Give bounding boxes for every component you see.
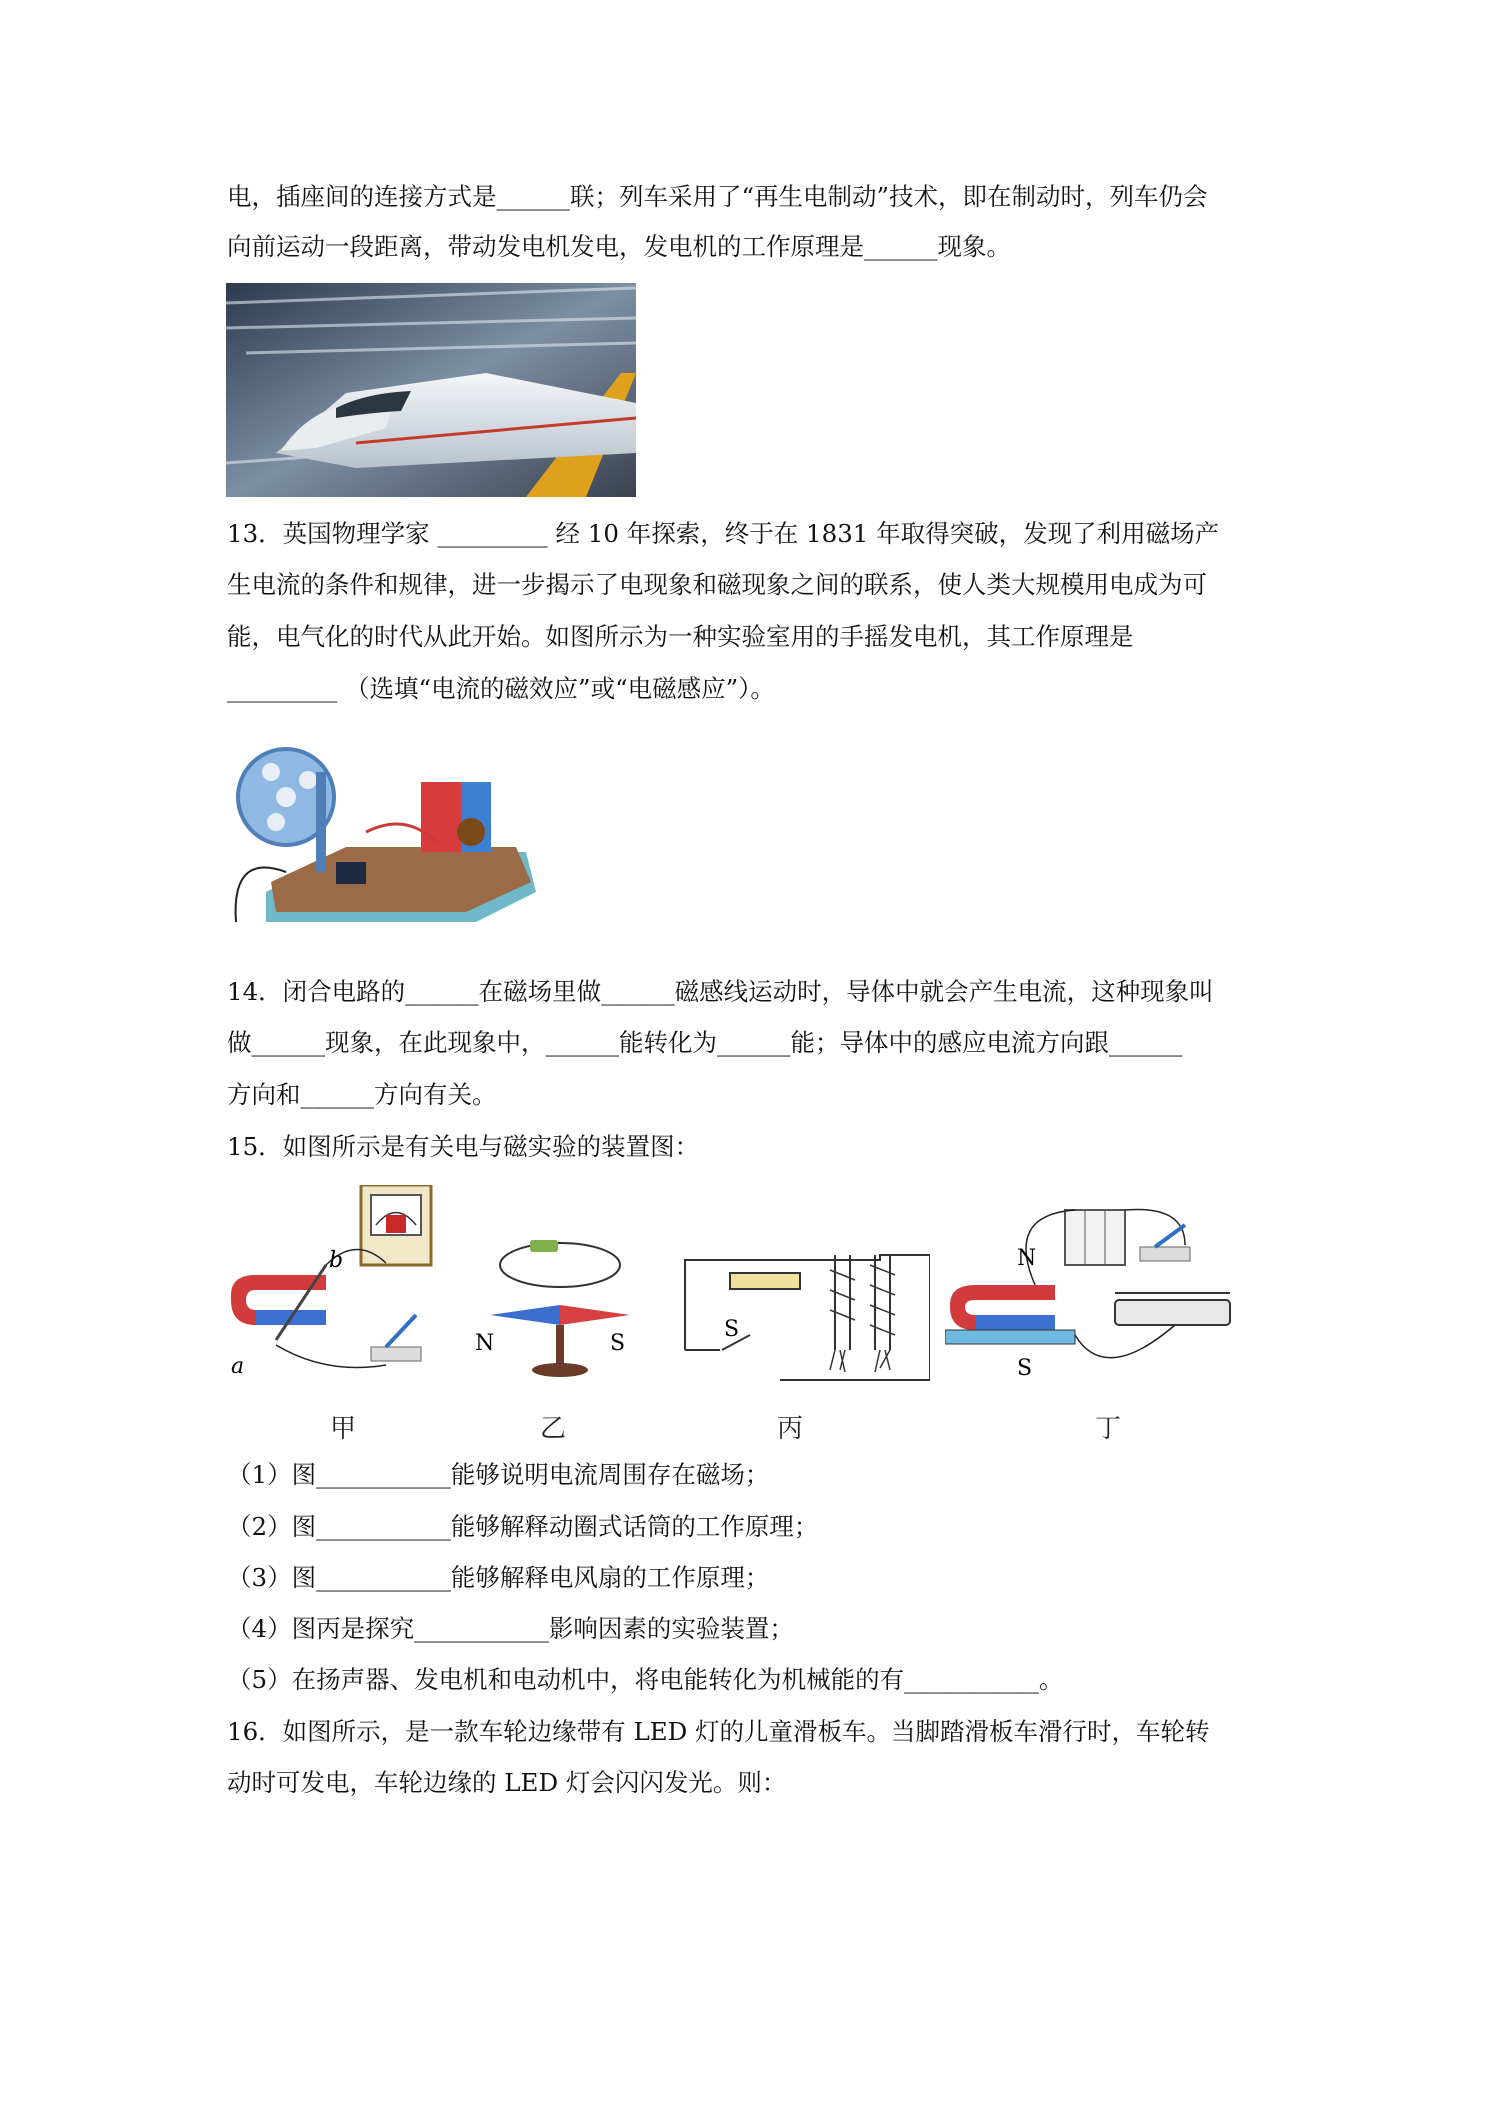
label-b: b bbox=[329, 1248, 344, 1273]
q14-line-3: 方向和______方向有关。 bbox=[227, 1080, 497, 1109]
label-N-yi: N bbox=[475, 1331, 495, 1356]
label-S-yi: S bbox=[610, 1331, 626, 1356]
label-N-ding: N bbox=[1017, 1246, 1037, 1271]
q15-sub-5: （5）在扬声器、发电机和电动机中，将电能转化为机械能的有___________。 bbox=[227, 1665, 1064, 1694]
figure-ding-motor-experiment bbox=[945, 1185, 1235, 1395]
q12-line-1: 电，插座间的连接方式是______联；列车采用了“再生电制动”技术，即在制动时，列车仍会 bbox=[227, 182, 1208, 211]
q15-intro: 15．如图所示是有关电与磁实验的装置图： bbox=[227, 1132, 700, 1161]
label-S-bing: S bbox=[724, 1317, 740, 1342]
q14-line-1: 14．闭合电路的______在磁场里做______磁感线运动时，导体中就会产生电流，这种现象叫 bbox=[227, 977, 1214, 1006]
caption-bing: 丙 bbox=[777, 1414, 804, 1444]
hand-crank-generator-photo bbox=[226, 722, 546, 954]
caption-jia: 甲 bbox=[330, 1414, 357, 1444]
figure-jia-generator-experiment bbox=[226, 1185, 436, 1385]
figure-yi-oersted-experiment bbox=[460, 1235, 660, 1395]
q15-sub-1: （1）图___________能够说明电流周围存在磁场； bbox=[227, 1460, 770, 1489]
q16-line-1: 16．如图所示，是一款车轮边缘带有 LED 灯的儿童滑板车。当脚踏滑板车滑行时，车轮转 bbox=[227, 1717, 1210, 1746]
label-S-ding: S bbox=[1017, 1356, 1033, 1381]
q13-line-4: _________ （选填“电流的磁效应”或“电磁感应”）。 bbox=[227, 674, 775, 703]
q13-line-1: 13．英国物理学家 _________ 经 10 年探索，终于在 1831 年取得突破，发现了利用磁场产 bbox=[227, 519, 1220, 548]
q15-sub-3: （3）图___________能够解释电风扇的工作原理； bbox=[227, 1563, 770, 1592]
q13-line-2: 生电流的条件和规律，进一步揭示了电现象和磁现象之间的联系，使人类大规模用电成为可 bbox=[227, 570, 1207, 599]
q15-sub-2: （2）图___________能够解释动圈式话筒的工作原理； bbox=[227, 1512, 819, 1541]
caption-yi: 乙 bbox=[540, 1414, 567, 1444]
figure-bing-electromagnet-experiment bbox=[680, 1240, 930, 1385]
q15-sub-4: （4）图丙是探究___________影响因素的实验装置； bbox=[227, 1614, 794, 1643]
q16-line-2: 动时可发电，车轮边缘的 LED 灯会闪闪发光。则： bbox=[227, 1768, 787, 1797]
q13-line-3: 能，电气化的时代从此开始。如图所示为一种实验室用的手摇发电机，其工作原理是 bbox=[227, 622, 1134, 651]
q12-line-2: 向前运动一段距离，带动发电机发电，发电机的工作原理是______现象。 bbox=[227, 232, 1011, 261]
caption-ding: 丁 bbox=[1095, 1414, 1122, 1444]
q14-line-2: 做______现象，在此现象中，______能转化为______能；导体中的感应电流方向跟______ bbox=[227, 1028, 1183, 1057]
bullet-train-photo bbox=[226, 283, 636, 497]
label-a: a bbox=[231, 1354, 245, 1379]
